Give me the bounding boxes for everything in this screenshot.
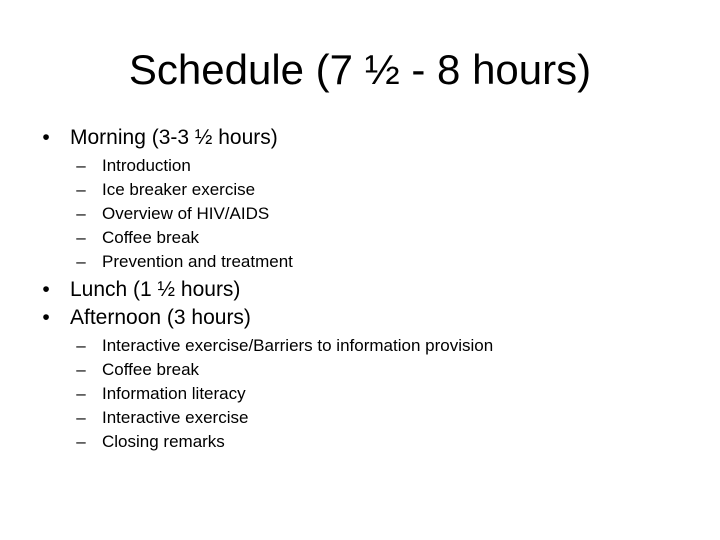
dash-marker: – (76, 336, 86, 355)
sub-item (36, 250, 696, 274)
dash-marker: – (76, 252, 86, 271)
dash-marker: – (76, 180, 86, 199)
dash-marker: – (76, 360, 86, 379)
bullet-item-afternoon (36, 304, 696, 332)
dash-marker: – (76, 156, 86, 175)
sub-item (36, 202, 696, 226)
sublist-afternoon (36, 332, 696, 456)
dash-marker: – (76, 408, 86, 427)
bullet-marker: • (42, 126, 50, 149)
sub-item (36, 430, 696, 454)
sub-item-label: Overview of HIV/AIDS (102, 204, 270, 223)
sub-item (36, 382, 696, 406)
sub-item (36, 226, 696, 250)
sub-item-label: Coffee break (102, 360, 200, 379)
sub-item (36, 334, 696, 358)
sub-item-label: Introduction (102, 156, 191, 175)
sub-item-label: Information literacy (102, 384, 246, 403)
sub-item-label: Interactive exercise/Barriers to information provision (102, 336, 494, 355)
bullet-label: Afternoon (3 hours) (70, 306, 251, 329)
bullet-item-lunch (36, 276, 696, 304)
sublist-morning (36, 152, 696, 276)
bullet-marker: • (42, 278, 50, 301)
dash-marker: – (76, 432, 86, 451)
dash-marker: – (76, 384, 86, 403)
sub-item (36, 178, 696, 202)
bullet-marker: • (42, 306, 50, 329)
sub-item-label: Ice breaker exercise (102, 180, 256, 199)
dash-marker: – (76, 228, 86, 247)
sub-item-label: Prevention and treatment (102, 252, 293, 271)
bullet-list (36, 124, 696, 456)
sub-item-label: Interactive exercise (102, 408, 249, 427)
sub-item (36, 406, 696, 430)
dash-marker: – (76, 204, 86, 223)
sub-item (36, 154, 696, 178)
bullet-label: Morning (3-3 ½ hours) (70, 126, 278, 149)
slide-title: Schedule (7 ½ - 8 hours) (128, 46, 592, 93)
bullet-label: Lunch (1 ½ hours) (70, 278, 241, 301)
sub-item (36, 358, 696, 382)
bullet-item-morning (36, 124, 696, 152)
sub-item-label: Coffee break (102, 228, 200, 247)
sub-item-label: Closing remarks (102, 432, 225, 451)
